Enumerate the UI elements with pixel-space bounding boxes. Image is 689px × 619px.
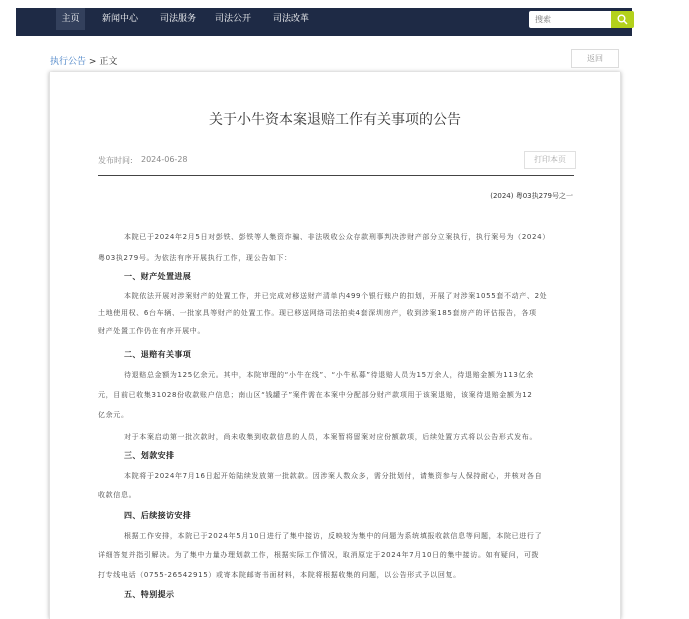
body-line: 土地使用权、6台车辆、一批家具等财产的处置工作。现已移送网络司法拍卖4套深圳房产，收到涉案185套房产的评估报告，各项: [98, 309, 537, 317]
publish-time-label: 发布时间:: [98, 156, 133, 165]
nav-item-judicial-reform[interactable]: 司法改革: [272, 14, 309, 24]
nav-item-home[interactable]: 主页: [56, 8, 85, 30]
section-heading: 三、划款安排: [124, 451, 175, 460]
print-button[interactable]: 打印本页: [524, 151, 576, 169]
nav-item-judicial-service[interactable]: 司法服务: [159, 14, 196, 24]
body-line: 详细答复并指引解决。为了集中力量办理划款工作，根据实际工作情况，取消原定于2024年7月10日的集中接访。如有疑问，可拨: [98, 551, 540, 559]
body-line: 粤03执279号。为依法有序开展执行工作，现公告如下：: [98, 254, 292, 262]
breadcrumb-current: 正文: [99, 57, 118, 67]
search-button[interactable]: [611, 11, 634, 28]
nav-item-news[interactable]: 新闻中心: [101, 14, 138, 24]
publish-time-value: 2024-06-28: [141, 155, 188, 164]
document-card: [49, 72, 621, 619]
section-heading: 四、后续接访安排: [124, 511, 192, 520]
document-number: (2024) 粤03执279号之一: [490, 192, 573, 200]
body-line: 财产处置工作仍在有序开展中。: [98, 327, 206, 335]
back-button[interactable]: 返回: [571, 49, 619, 68]
section-heading: 二、退赔有关事项: [124, 350, 192, 359]
search-input[interactable]: [529, 11, 611, 28]
body-line: 本院依法开展对涉案财产的处置工作，并已完成对移送财产清单内499个银行账户的扣划，开展了对涉案1055套不动产、2处: [124, 292, 548, 300]
body-line: 打专线电话（0755-26542915）或寄本院邮寄书面材料，本院将根据收集的问题，以公告形式予以回复。: [98, 571, 461, 579]
breadcrumb: [50, 54, 117, 67]
body-line: 亿余元。: [98, 411, 129, 419]
body-line: 元，目前已收集31028份收款账户信息；南山区“钱罐子”案件需在本案中分配部分财产款项用于该案退赔，该案待退赔金额为12: [98, 391, 533, 399]
body-line: 本院已于2024年2月5日对彭铁、彭铁等人集资诈骗、非法吸收公众存款刑事判决涉财产部分立案执行，执行案号为（2024）: [124, 233, 550, 241]
header-divider: [98, 175, 574, 176]
body-line: 根据工作安排，本院已于2024年5月10日进行了集中接访，反映较为集中的问题为系统填报收款信息等问题，本院已进行了: [124, 532, 543, 540]
top-navigation-bar: [16, 8, 632, 36]
body-line: 本院将于2024年7月16日起开始陆续发放第一批款款。因涉案人数众多，需分批划付，请集资参与人保持耐心，并核对各自: [124, 472, 543, 480]
section-heading: 五、特别提示: [124, 590, 175, 599]
breadcrumb-separator: >: [88, 57, 97, 67]
nav-item-judicial-disclosure[interactable]: 司法公开: [214, 14, 251, 24]
body-line: 收款信息。: [98, 491, 137, 499]
section-heading: 一、财产处置进展: [124, 272, 192, 281]
body-line: 对于本案启动第一批次款时，尚未收集到收款信息的人员，本案暂将留案对应份额款项，后续处置方式将以公告形式发布。: [124, 433, 538, 441]
breadcrumb-link-notices[interactable]: 执行公告: [50, 57, 87, 67]
search-icon: [617, 14, 628, 25]
body-line: 待退赔总金额为125亿余元。其中，本院审理的“小牛在线”、“小牛私募”待退赔人员为15万余人，待退赔金额为113亿余: [124, 371, 534, 379]
page-title: 关于小牛资本案退赔工作有关事项的公告: [209, 112, 461, 128]
